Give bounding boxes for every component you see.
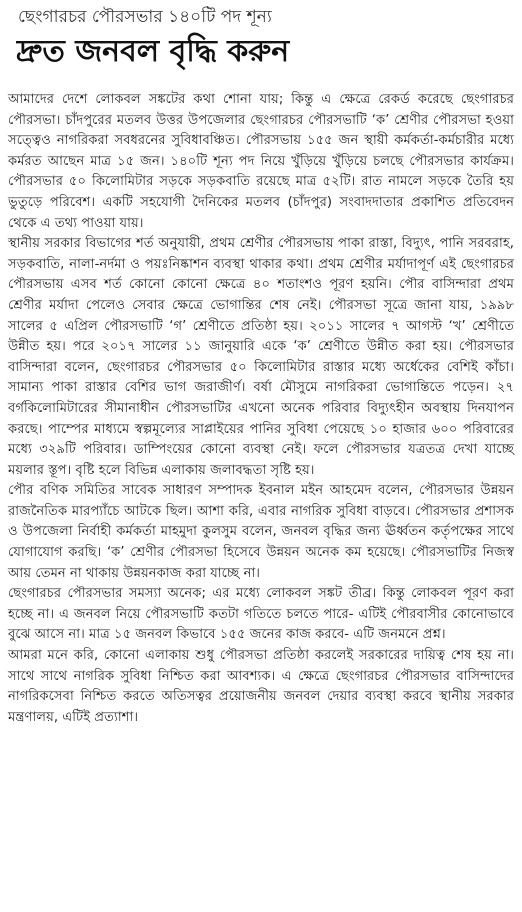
- article-body: [8, 90, 514, 728]
- article-paragraph: ছেংগারচর পৌরসভার সমস্যা অনেক; এর মধ্যে লোকবল সঙ্কট তীব্র। কিন্তু লোকবল পূরণ করা হচ্ছে না। এ জনবল নিয়ে পৌরসভাটি কতটা গতিতে চলতে পারে- এটিই পৌরবাসীর কোনোভাবে বুঝে আসে না। মাত্র ১৫ জনবল কিভাবে ১৫৫ জনের কাজ করবে- এটি জনমনে প্রশ্ন।: [8, 586, 515, 643]
- article-paragraph: আমাদের দেশে লোকবল সঙ্কটের কথা শোনা যায়; কিন্তু এ ক্ষেত্রে রেকর্ড করেছে ছেংগারচর পৌরসভা। চাঁদপুরের মতলব উত্তর উপজেলার ছেংগারচর পৌরসভাটি ‘ক’ শ্রেণীর পৌরসভা হওয়া সত্ত্বেও নাগরিকরা সবধরনের সুবিধাবঞ্চিত। পৌরসভায় ১৫৫ জন স্থায়ী কর্মকর্তা-কর্মচারীর মধ্যে কর্মরত আছেন মাত্র ১৫ জন। ১৪০টি শূন্য পদ নিয়ে খুঁড়িয়ে খুঁড়িয়ে চলছে পৌরসভার কার্যক্রম। পৌরসভার ৫০ কিলোমিটার সড়কে সড়কবাতি রয়েছে মাত্র ৫২টি। রাত নামলে সড়কে তৈরি হয় ভুতুড়ে পরিবেশ। একটি সহযোগী দৈনিকের মতলব (চাঁদপুর) সংবাদদাতার প্রকাশিত প্রতিবেদন থেকে এ তথ্য পাওয়া যায়।: [8, 92, 514, 231]
- article-kicker: ছেংগারচর পৌরসভার ১৪০টি পদ শূন্য: [18, 7, 272, 27]
- article-paragraph: পৌর বণিক সমিতির সাবেক সাধারণ সম্পাদক ইবনাল মইন আহমেদ বলেন, পৌরসভার উন্নয়ন রাজনৈতিক মারপ্যাঁচে আটকে ছিল। আশা করি, এবার নাগরিক সুবিধা বাড়বে। পৌরসভার প্রশাসক ও উপজেলা নির্বাহী কর্মকর্তা মাহমুদা কুলসুম বলেন, জনবল বৃদ্ধির জন্য ঊর্ধ্বতন কর্তৃপক্ষের সাথে যোগাযোগ করছি। ‘ক’ শ্রেণীর পৌরসভা হিসেবে উন্নয়ন অনেক কম হয়েছে। পৌরসভাটির নিজস্ব আয় তেমন না থাকায় উন্নয়নকাজ করা যাচ্ছে না।: [8, 483, 514, 581]
- article-paragraph: স্থানীয় সরকার বিভাগের শর্ত অনুযায়ী, প্রথম শ্রেণীর পৌরসভায় পাকা রাস্তা, বিদ্যুৎ, পানি সরবরাহ, সড়কবাতি, নালা-নর্দমা ও পয়ঃনিষ্কাশন ব্যবস্থা থাকার কথা। প্রথম শ্রেণীর মর্যাদাপূর্ণ এই ছেংগারচর পৌরসভায় এসব শর্ত কোনো কোনো ক্ষেত্রে ৪০ শতাংশও পূরণ হয়নি। পৌর বাসিন্দারা প্রথম শ্রেণীর মর্যাদা পেলেও সেবার ক্ষেত্রে ভোগান্তির শেষ নেই। পৌরসভা সূত্রে জানা যায়, ১৯৯৮ সালের ৫ এপ্রিল পৌরসভাটি ‘গ’ শ্রেণীতে প্রতিষ্ঠা হয়। ২০১১ সালের ৭ আগস্ট ‘খ’ শ্রেণীতে উন্নীত হয়। পরে ২০১৭ সালের ১১ জানুয়ারি একে ‘ক’ শ্রেণীতে উন্নীত করা হয়। পৌরসভার বাসিন্দারা বলেন, ছেংগারচর পৌরসভার ৫০ কিলোমিটার রাস্তার মধ্যে অর্ধেকের বেশিই কাঁচা। সামান্য পাকা রাস্তার বেশির ভাগ জরাজীর্ণ। বর্ষা মৌসুমে নাগরিকরা ভোগান্তিতে পড়েন। ২৭ বর্গকিলোমিটারের সীমানাধীন পৌরসভাটির এখনো অনেক পরিবার বিদ্যুৎহীন অবস্থায় দিনযাপন করছে। পাম্পের মাধ্যমে স্বল্পমূল্যের সাপ্লাইয়ের পানির সুবিধা পেয়েছে ১০ হাজার ৬০০ পরিবারের মধ্যে ৩২৯টি পরিবার। ডাম্পিংয়ের কোনো ব্যবস্থা নেই। ফলে পৌরসভার যত্রতত্র দেখা যাচ্ছে ময়লার স্তূপ। বৃষ্টি হলে বিভিন্ন এলাকায় জলাবদ্ধতা সৃষ্টি হয়।: [8, 236, 514, 478]
- article-headline: দ্রুত জনবল বৃদ্ধি করুন: [16, 34, 290, 69]
- article-paragraph: আমরা মনে করি, কোনো এলাকায় শুধু পৌরসভা প্রতিষ্ঠা করলেই সরকারের দায়িত্ব শেষ হয় না। সাথে সাথে নাগরিক সুবিধা নিশ্চিত করা আবশ্যক। এ ক্ষেত্রে ছেংগারচর পৌরসভার বাসিন্দাদের নাগরিকসেবা নিশ্চিত করতে অতিসত্বর প্রয়োজনীয় জনবল দেয়ার ব্যবস্থা করবে স্থানীয় সরকার মন্ত্রণালয়, এটিই প্রত্যাশা।: [8, 648, 514, 725]
